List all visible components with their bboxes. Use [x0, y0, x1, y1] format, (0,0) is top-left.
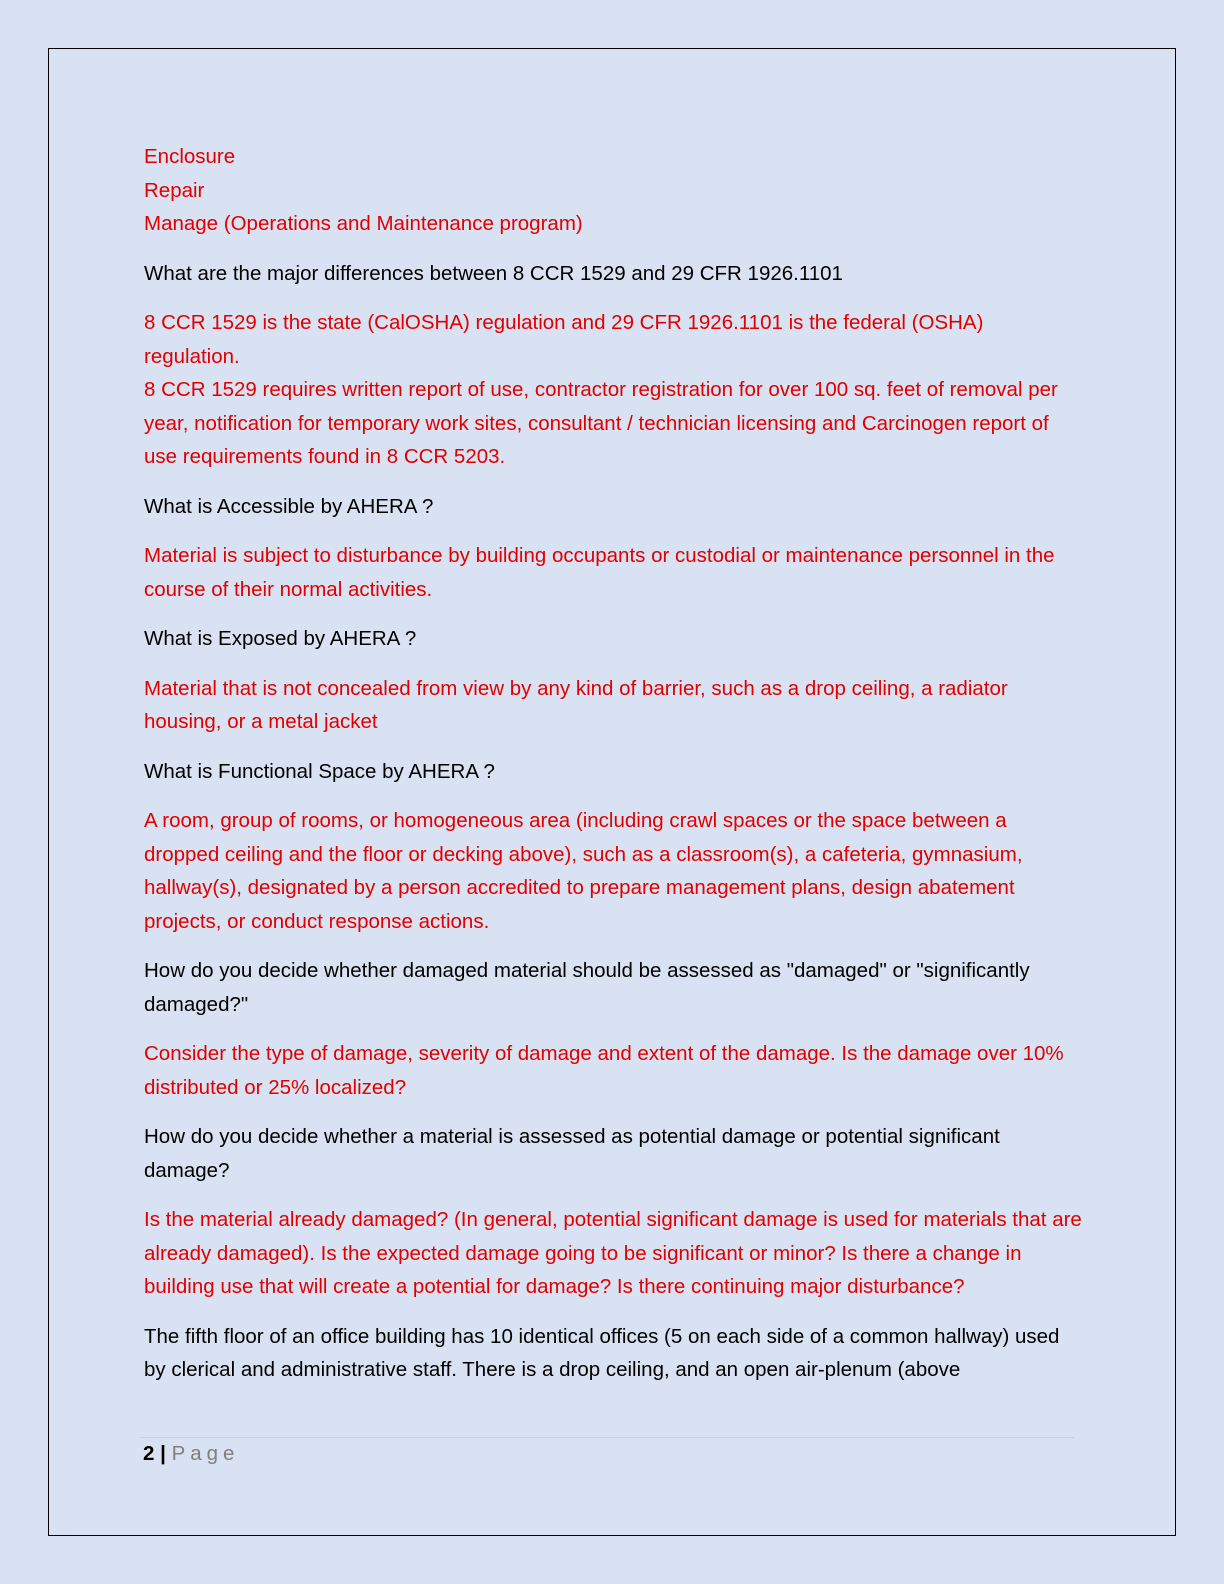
question-text: What are the major differences between 8 CCR 1529 and 29 CFR 1926.1101 [144, 261, 843, 285]
list-item: Enclosure [144, 145, 236, 168]
answer-text: A room, group of rooms, or homogeneous area (including crawl spaces or the space between a dropped ceiling and the floor or decking above), such as a classroom(s), a cafeteria, gymnasium, hallway(s), designated by a person accredited to prepare management plans, design abatement projects, or conduct response actions. [144, 809, 1023, 933]
question-text: What is Functional Space by AHERA ? [144, 759, 495, 783]
answer-text: Material is subject to disturbance by building occupants or custodial or maintenance personnel in the course of their normal activities. [144, 544, 1055, 601]
question-text: What is Accessible by AHERA ? [144, 494, 434, 518]
footer-separator: | [160, 1442, 166, 1465]
page-footer [143, 1440, 239, 1468]
answer-text: 8 CCR 1529 is the state (CalOSHA) regulation and 29 CFR 1926.1101 is the federal (OSHA) regulation. [144, 311, 984, 368]
question-text: How do you decide whether a material is assessed as potential damage or potential significant damage? [144, 1125, 1000, 1182]
document-body [144, 140, 1084, 1387]
question-text: How do you decide whether damaged material should be assessed as "damaged" or "significantly damaged?" [144, 959, 1030, 1016]
answer-text: Is the material already damaged? (In general, potential significant damage is used for materials that are already damaged). Is the expected damage going to be significant or minor? Is there a change in building use that will create a potential for damage? Is there continuing major disturbance? [144, 1208, 1082, 1298]
answer-text: Material that is not concealed from view by any kind of barrier, such as a drop ceiling, a radiator housing, or a metal jacket [144, 676, 1008, 733]
answer-text: Consider the type of damage, severity of damage and extent of the damage. Is the damage over 10% distributed or 25% localized? [144, 1042, 1064, 1099]
question-text: The fifth floor of an office building has 10 identical offices (5 on each side of a common hallway) used by clerical and administrative staff. There is a drop ceiling, and an open air-plenum (above [144, 1324, 1060, 1381]
answer-text: 8 CCR 1529 requires written report of use, contractor registration for over 100 sq. feet of removal per year, notification for temporary work sites, consultant / technician licensing and Carcinogen report of use requirements found in 8 CCR 5203. [144, 378, 1058, 468]
question-text: What is Exposed by AHERA ? [144, 627, 417, 650]
list-item: Manage (Operations and Maintenance program) [144, 212, 583, 235]
page-label: Page [171, 1442, 240, 1465]
list-item: Repair [144, 178, 205, 202]
footer-divider [140, 1437, 1074, 1438]
page-number: 2 [143, 1442, 155, 1465]
